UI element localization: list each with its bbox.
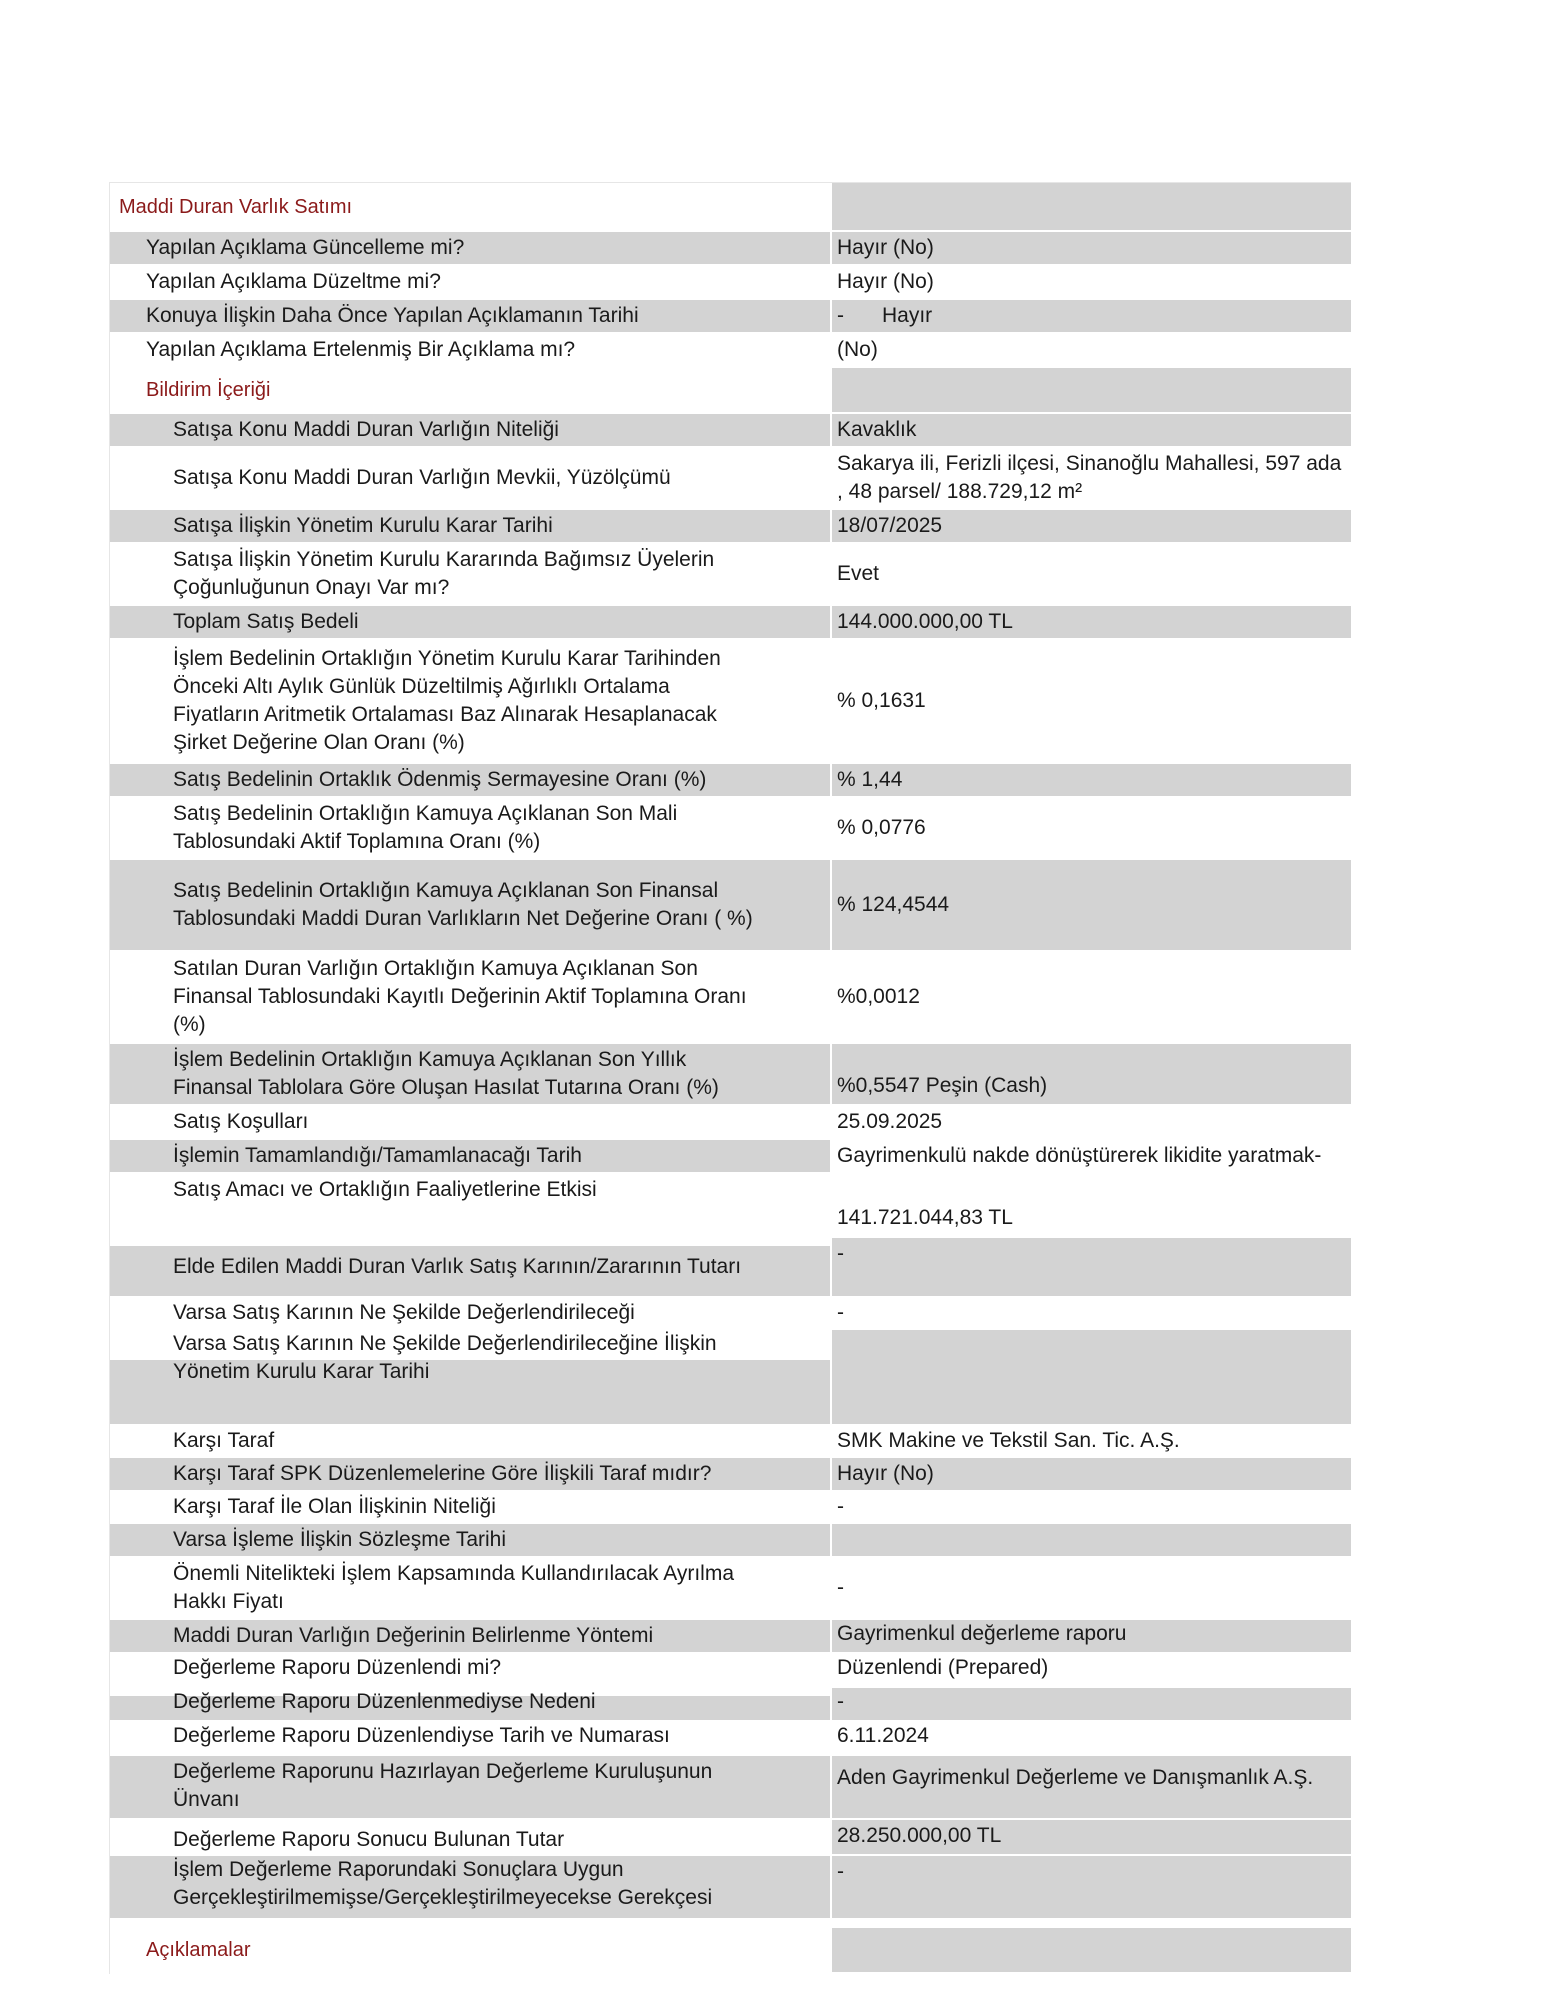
row-label: Satış Amacı ve Ortaklığın Faaliyetlerine Etkisi	[110, 1174, 830, 1236]
row-value: 6.11.2024	[830, 1722, 1351, 1754]
notice-heading-value	[830, 368, 1351, 412]
row-label: Değerleme Raporu Düzenlenmediyse Nedeni	[110, 1688, 830, 1720]
row-value: %0,5547 Peşin (Cash)	[830, 1044, 1351, 1104]
row-value: % 0,0776	[830, 798, 1351, 858]
table-row	[110, 1688, 1351, 1722]
table-row	[110, 1524, 1351, 1558]
row-label: Varsa Satış Karının Ne Şekilde Değerlendirileceği	[110, 1298, 830, 1328]
row-value: -	[830, 1688, 1351, 1720]
table-row	[110, 1174, 1351, 1238]
row-value: % 0,1631	[830, 640, 1351, 762]
row-value: -	[830, 1298, 1351, 1328]
table-row	[110, 510, 1351, 544]
notice-heading-row	[110, 368, 1351, 414]
table-row	[110, 414, 1351, 448]
row-label: Toplam Satış Bedeli	[110, 606, 830, 638]
table-row	[110, 1044, 1351, 1106]
row-label: Yapılan Açıklama Düzeltme mi?	[110, 266, 830, 298]
row-value: Hayır (No)	[830, 232, 1351, 264]
row-label: Varsa Satış Karının Ne Şekilde Değerlendirileceğine İlişkin Yönetim Kurulu Karar Tarihi	[110, 1330, 830, 1424]
table-row	[110, 1140, 1351, 1174]
table-row	[110, 1426, 1351, 1458]
row-value: %0,0012	[830, 952, 1351, 1042]
notice-heading: Bildirim İçeriği	[110, 368, 830, 412]
table-row	[110, 1298, 1351, 1330]
row-value: 25.09.2025	[830, 1106, 1351, 1138]
row-value-dash: -	[837, 304, 844, 327]
explanations-heading-row	[110, 1928, 1351, 1974]
section-heading-value	[830, 183, 1351, 230]
table-row	[110, 448, 1351, 510]
row-label: Değerleme Raporu Düzenlendiyse Tarih ve Numarası	[110, 1722, 830, 1754]
table-row-deferred	[110, 334, 1351, 368]
row-value: -	[830, 1856, 1351, 1918]
row-label: Yapılan Açıklama Ertelenmiş Bir Açıklama mı?	[110, 334, 830, 366]
table-row	[110, 1106, 1351, 1140]
row-value: % 1,44	[830, 764, 1351, 796]
table-row	[110, 1722, 1351, 1756]
table-row	[110, 1330, 1351, 1426]
table-row	[110, 952, 1351, 1044]
row-value: Gayrimenkulü nakde dönüştürerek likidite yaratmak-	[830, 1140, 1351, 1172]
row-label: Değerleme Raporu Sonucu Bulunan Tutar	[110, 1820, 830, 1854]
table-row	[110, 860, 1351, 952]
row-label: Varsa İşleme İlişkin Sözleşme Tarihi	[110, 1524, 830, 1556]
row-value: Hayır (No)	[830, 266, 1351, 298]
row-label: Satışa Konu Maddi Duran Varlığın Mevkii, Yüzölçümü	[110, 448, 830, 508]
table-row	[110, 1756, 1351, 1820]
row-value: Hayır (No)	[830, 1458, 1351, 1490]
row-value: -	[830, 1558, 1351, 1618]
table-row	[110, 1820, 1351, 1856]
row-label: Önemli Nitelikteki İşlem Kapsamında Kullandırılacak Ayrılma Hakkı Fiyatı	[110, 1558, 830, 1618]
row-value: Aden Gayrimenkul Değerleme ve Danışmanlık A.Ş.	[830, 1756, 1351, 1818]
row-label: Satışa İlişkin Yönetim Kurulu Karar Tarihi	[110, 510, 830, 542]
table-row-correction	[110, 266, 1351, 300]
row-value: 144.000.000,00 TL	[830, 606, 1351, 638]
row-value: 141.721.044,83 TL	[830, 1174, 1351, 1236]
table-row-update	[110, 232, 1351, 266]
row-label: Satış Bedelinin Ortaklığın Kamuya Açıklanan Son Mali Tablosundaki Aktif Toplamına Oranı (%)	[110, 798, 830, 858]
row-label: İşlem Değerleme Raporundaki Sonuçlara Uygun Gerçekleştirilmemişse/Gerçekleştirilmeyecekse Gerekçesi	[110, 1856, 830, 1918]
row-label: Değerleme Raporunu Hazırlayan Değerleme Kuruluşunun Ünvanı	[110, 1756, 830, 1818]
row-value	[830, 1330, 1351, 1424]
explanations-heading: Açıklamalar	[110, 1928, 830, 1972]
table-row	[110, 798, 1351, 860]
row-label: İşlem Bedelinin Ortaklığın Yönetim Kurulu Karar Tarihinden Önceki Altı Aylık Günlük Düzeltilmiş Ağırlıklı Ortalama Fiyatların Aritmetik Ortalaması Baz Alınarak Hesaplanacak Şirket Değerine Olan Oranı (%)	[110, 640, 830, 762]
row-label: Maddi Duran Varlığın Değerinin Belirlenme Yöntemi	[110, 1620, 830, 1652]
row-value: -	[830, 1238, 1351, 1296]
table-row	[110, 1238, 1351, 1298]
row-label: Karşı Taraf İle Olan İlişkinin Niteliği	[110, 1492, 830, 1522]
table-row	[110, 764, 1351, 798]
table-row	[110, 1458, 1351, 1492]
row-label: İşlemin Tamamlandığı/Tamamlanacağı Tarih	[110, 1140, 830, 1172]
row-label: Yapılan Açıklama Güncelleme mi?	[110, 232, 830, 264]
section-title: Maddi Duran Varlık Satımı	[110, 183, 830, 230]
disclosure-table	[109, 182, 1351, 1974]
row-label: Konuya İlişkin Daha Önce Yapılan Açıklamanın Tarihi	[110, 300, 830, 332]
row-value: 18/07/2025	[830, 510, 1351, 542]
section-heading-row	[110, 183, 1351, 232]
row-value: 28.250.000,00 TL	[830, 1820, 1351, 1854]
table-row	[110, 1856, 1351, 1920]
table-row-previous-date	[110, 300, 1351, 334]
table-row	[110, 1620, 1351, 1654]
row-value: Sakarya ili, Ferizli ilçesi, Sinanoğlu Mahallesi, 597 ada , 48 parsel/ 188.729,12 m²	[830, 448, 1351, 508]
row-value: (No)	[830, 334, 1351, 366]
row-label: Karşı Taraf SPK Düzenlemelerine Göre İlişkili Taraf mıdır?	[110, 1458, 830, 1490]
row-value: Evet	[830, 544, 1351, 604]
row-value: Gayrimenkul değerleme raporu	[830, 1620, 1351, 1652]
row-value	[830, 300, 1351, 332]
row-value	[830, 1524, 1351, 1556]
row-value-text: Hayır	[882, 304, 933, 327]
table-row	[110, 544, 1351, 606]
row-label: Karşı Taraf	[110, 1426, 830, 1456]
table-row	[110, 1654, 1351, 1688]
row-label: Satışa İlişkin Yönetim Kurulu Kararında Bağımsız Üyelerin Çoğunluğunun Onayı Var mı?	[110, 544, 830, 604]
row-label: Satılan Duran Varlığın Ortaklığın Kamuya Açıklanan Son Finansal Tablosundaki Kayıtlı Değerinin Aktif Toplamına Oranı (%)	[110, 952, 830, 1042]
row-label: Değerleme Raporu Düzenlendi mi?	[110, 1654, 830, 1686]
row-label: İşlem Bedelinin Ortaklığın Kamuya Açıklanan Son Yıllık Finansal Tablolara Göre Oluşan Hasılat Tutarına Oranı (%)	[110, 1044, 830, 1104]
row-label: Satış Bedelinin Ortaklığın Kamuya Açıklanan Son Finansal Tablosundaki Maddi Duran Varlıkların Net Değerine Oranı ( %)	[110, 860, 830, 950]
row-value: Düzenlendi (Prepared)	[830, 1654, 1351, 1686]
table-row	[110, 640, 1351, 764]
row-label: Satış Koşulları	[110, 1106, 830, 1138]
row-value: -	[830, 1492, 1351, 1522]
explanations-heading-value	[830, 1928, 1351, 1972]
row-value: % 124,4544	[830, 860, 1351, 950]
row-label: Satış Bedelinin Ortaklık Ödenmiş Sermayesine Oranı (%)	[110, 764, 830, 796]
row-value: SMK Makine ve Tekstil San. Tic. A.Ş.	[830, 1426, 1351, 1456]
table-row	[110, 1558, 1351, 1620]
table-row	[110, 1492, 1351, 1524]
row-label: Elde Edilen Maddi Duran Varlık Satış Karının/Zararının Tutarı	[110, 1238, 830, 1296]
row-label: Satışa Konu Maddi Duran Varlığın Niteliği	[110, 414, 830, 446]
row-value: Kavaklık	[830, 414, 1351, 446]
table-row	[110, 606, 1351, 640]
